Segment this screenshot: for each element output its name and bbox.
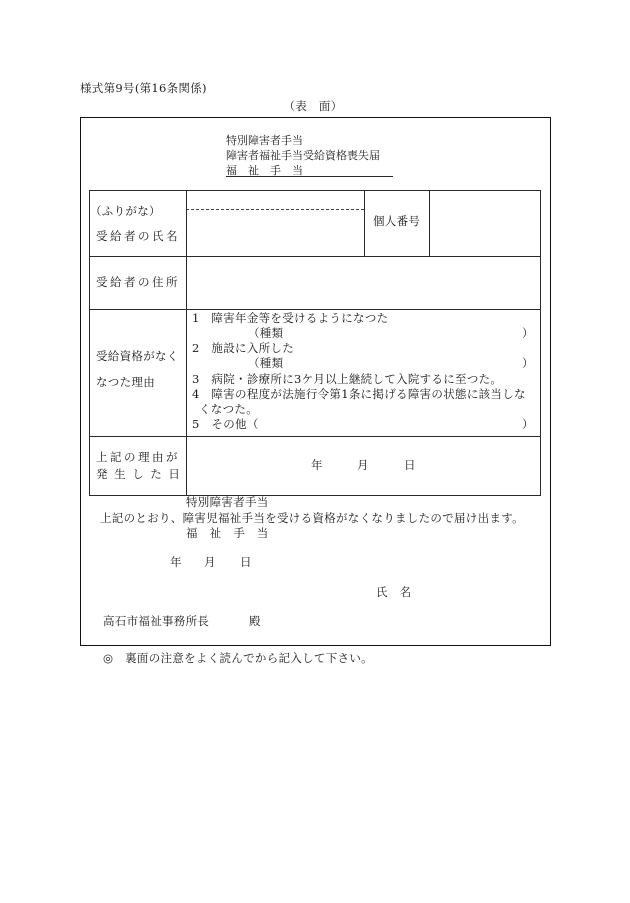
addressee-label: 高石市福祉事務所長 <box>103 613 210 628</box>
declaration-option-above: 特別障害者手当 <box>186 494 269 509</box>
reason-option-2: 2 施設に入所した <box>192 340 295 355</box>
reason-label-line: 受給資格がなく <box>96 348 179 363</box>
furigana-label: （ふりがな） <box>90 203 161 218</box>
table-rule-vertical <box>186 190 187 496</box>
declaration-option-below: 福 祉 手 当 <box>186 525 269 540</box>
occurrence-date-year-label: 年 <box>311 457 323 472</box>
table-rule-vertical <box>429 190 430 256</box>
occurrence-date-day-label: 日 <box>404 457 416 472</box>
table-rule-horizontal <box>89 436 541 437</box>
table-border <box>89 190 541 496</box>
reason-option-1: 1 障害年金等を受けるようになつた <box>192 310 389 325</box>
declaration-text: 上記のとおり、障害児福祉手当を受ける資格がなくなりましたので届け出ます。 <box>100 510 524 525</box>
recipient-name-label: 受給者の氏名 <box>96 228 180 243</box>
title-option-welfare-allowance: 福 祉 手 当 <box>226 163 303 177</box>
reason-option-5: 5 その他（ <box>192 416 259 431</box>
reason-option-2-type-close: ） <box>522 355 534 370</box>
applicant-name-label: 氏 名 <box>376 584 412 599</box>
table-rule-vertical <box>364 190 365 256</box>
reason-option-3: 3 病院・診療所に3ケ月以上継続して入院するに至つた。 <box>192 371 503 386</box>
title-underline <box>226 176 393 177</box>
form-title <box>226 133 396 179</box>
occurrence-date-label-line: 上記の理由が <box>96 449 180 464</box>
reason-option-1-type-open: （種類 <box>248 325 284 340</box>
occurrence-date-label-line: 発生した日 <box>96 466 187 481</box>
reason-option-1-type-close: ） <box>522 325 534 340</box>
reason-option-2-type-open: （種類 <box>248 355 284 370</box>
table-rule-horizontal <box>89 309 541 310</box>
submission-date-year-label: 年 <box>170 554 182 569</box>
honorific-label: 殿 <box>249 613 261 628</box>
reason-option-4: 4 障害の程度が法施行令第1条に掲げる障害の状態に該当しな <box>192 386 526 401</box>
title-option-special-disability-allowance: 特別障害者手当 <box>226 133 303 147</box>
page-side-label: （表 面） <box>283 98 343 113</box>
table-rule-horizontal <box>89 256 541 257</box>
title-main-line: 障害者福祉手当受給資格喪失届 <box>226 148 380 162</box>
reason-label-line: なつた理由 <box>96 374 155 389</box>
submission-date-day-label: 日 <box>240 554 252 569</box>
footnote-text: ◎ 裏面の注意をよく読んでから記入して下さい。 <box>103 650 373 665</box>
reason-option-4-continuation: くなつた。 <box>199 401 258 416</box>
occurrence-date-month-label: 月 <box>357 457 369 472</box>
form-number-label: 様式第9号(第16条関係) <box>80 80 207 95</box>
reason-option-5-close: ） <box>522 416 534 431</box>
recipient-address-label: 受給者の住所 <box>96 274 180 289</box>
submission-date-month-label: 月 <box>204 554 216 569</box>
individual-number-label: 個人番号 <box>373 213 421 228</box>
form-table <box>89 190 541 496</box>
